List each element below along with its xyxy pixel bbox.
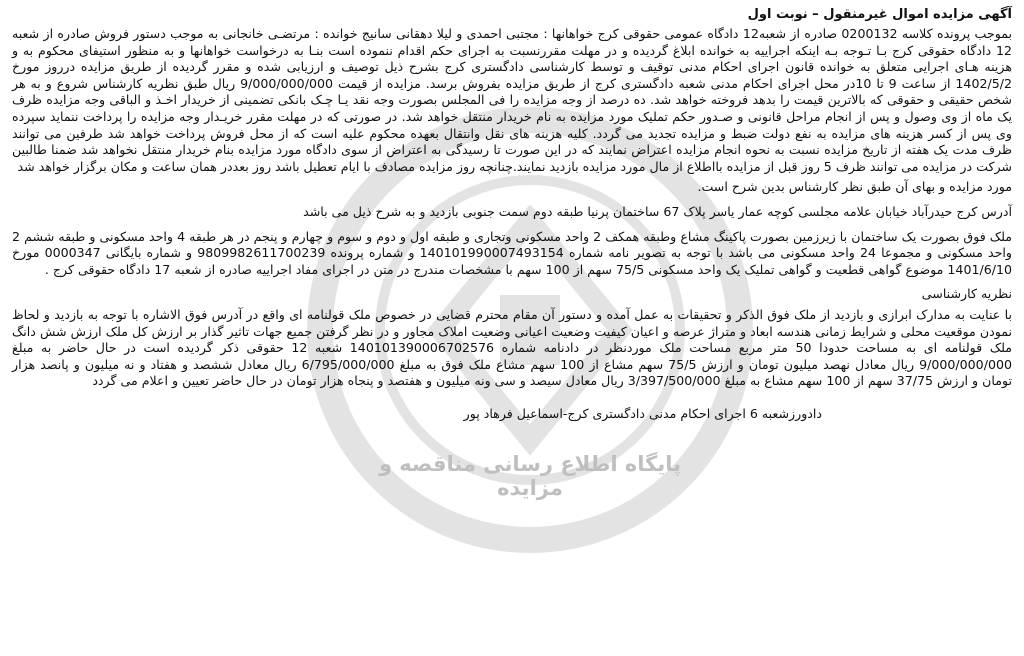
subject-line: مورد مزایده و بهای آن طبق نظر کارشناس بدین شرح است. xyxy=(697,179,1012,195)
property-paragraph: ملک فوق بصورت یک ساختمان با زیرزمین بصورت پاکینگ مشاع وطبقه همکف 2 واحد مسکونی وتجاری و طبقه اول و دوم و سوم و چهارم و پنجم در هر طبقه 4 واحد مسکونی و طبقه ششم 2 واحد مسکونی و مجموعا 24 واحد مسکونی می باشد با توجه به تصویر نامه شماره 140101990007493154 و شماره پرونده 9809982611700239 و شماره بایگانی 0000347 مورخ 1401/6/10 موضوع گواهی قطعیت و گواهی تملیک یک واحد مسکونی 75/5 سهم از 100 سهم با مشخصات مندرج در متن در اجرای مفاد اجراییه صادره از شعبه 17 دادگاه حقوقی کرج . xyxy=(12,228,1013,277)
notice-title: آگهی مزایده اموال غیرمنقول – نوبت اول xyxy=(747,7,1012,22)
signature-line: دادورزشعبه 6 اجرای احکام مدنی دادگستری کرج-اسماعیل فرهاد پور xyxy=(463,405,822,421)
watermark-text: پایگاه اطلاع رسانی مناقصه و مزایده xyxy=(378,452,682,500)
auction-notice xyxy=(12,6,1012,650)
expert-paragraph: با عنایت به مدارک ابرازی و بازدید از ملک فوق الذکر و تحقیقات به عمل آمده و دستور آن مقام محترم قضایی در خصوص ملک قولنامه ای واقع در آدرس فوق الاشاره با توجه به بازدید و لحاظ نمودن موقعیت محلی و شرایط زمانی هندسه ابعاد و متراژ عرصه و اعیان کیفیت وضعیت اعیانی وضعیت املاک مجاور و در نظر گرفتن جمیع جهات تاثیر گذار بر ارزش کل ملک ارزش شش دانگ ملک قولنامه ای به مساحت حدودا 50 متر مربع مساحت ملک موردنظر در دادنامه شماره 140101390006702576 شعبه 12 حقوقی ذکر گردیده است در حال حاضر به مبلغ 9/000/000/000 ریال معادل نهصد میلیون تومان و ارزش 75/5 سهم مشاع از 100 سهم مشاع ملک فوق به مبلغ 6/795/000/000 ریال معادل ششصد و هفتاد و نه میلیون و پانصد هزار تومان و ارزش 37/75 سهم از 100 سهم مشاع به مبلغ 3/397/500/000 ریال معادل سیصد و سی ونه میلیون و هفتصد و پنجاه هزار تومان در حال حاضر تعیین و اعلام می گردد xyxy=(12,306,1013,389)
address-line: آدرس کرج حیدرآباد خیابان علامه مجلسی کوچه عمار یاسر پلاک 67 ساختمان پرنیا طبقه دوم سمت جنوبی بازدید و به شرح ذیل می باشد xyxy=(303,203,1012,219)
intro-paragraph: بموجب پرونده کلاسه 0200132 صادره از شعبه12 دادگاه عمومی حقوقی کرج خواهانها : مجتبی احمدی و لیلا دهقانی سانیج خوانده : مرتضـی خانجانی به موجب دستور فروش صادره از شعبه 12 دادگاه حقوقی کرج بـا تـوجه بـه اینکه اجراییه به خوانده ابلاغ گردیده و در مهلت مقررنسبت به اجرای حکم اقدام ننموده است بنـا به درخواست خواهانها و به منظور استیفای محکوم به و هزینه هـای اجرایی متعلق به خوانده قانون اجرای احکام مدنی توقیف و توسط کارشناسی دادگستری کرج بشرح ذیل توصیف و ارزیابی شده و مقرر گردیده از طریق مزایده درروز مورخ 1402/5/2 از ساعت 9 تا 10در محل اجرای احکام مدنی شعبه دادگستری کرج از طریق مزایده بفروش برسد. مزایده از قیمت 9/000/000/000 ریال طبق نظریه کارشناس شروع و به هر شخص حقیقی و حقوقی که بالاترین قیمت را بدهد فروخته خواهد شد. ده درصد از وجه مزایده را فی المجلس بصورت وجه نقد یـا چـک بانکی تضمینی از خریدار اخـذ و الباقی وجه مزایده ظرف یک ماه از وی وصول و پس از انجام مراحل قانونی و صـدور حکم تملیک مورد مزایده به نام خریدار منتقل خواهد شد. در صورتی که در مهلت مقرر خریـدار وجه مزایده را پرداخت ننماید سپرده وی پس از کسر هزینه های مزایده به نفع دولت ضبط و مزایده تجدید می گردد. کلیه هزینه های نقل وانتقال بعهده محکوم علیه است که از محل فروش پرداخت خواهد شد طرفین می توانند ظرف مدت یک هفته از تاریخ مزایده نسبت به نحوه انجام مزایده اعتراض نمایند که در این صورت تا رسیدگی به اعتراض از سوی دادگاه مورد مزایده بنام خریدار منتقل نخواهد شد ضمنا طالبین شرکت در مزایده می توانند ظرف 5 روز قبل از مزایده بااطلاع از مال مورد مزایده بازدید نمایند.چنانچه روز مزایده مصادف با ایام تعطیل باشد روز بعددر همان ساعت و مکان برگزار خواهد شد xyxy=(12,26,1012,174)
expert-heading: نظریه کارشناسی xyxy=(921,286,1012,302)
